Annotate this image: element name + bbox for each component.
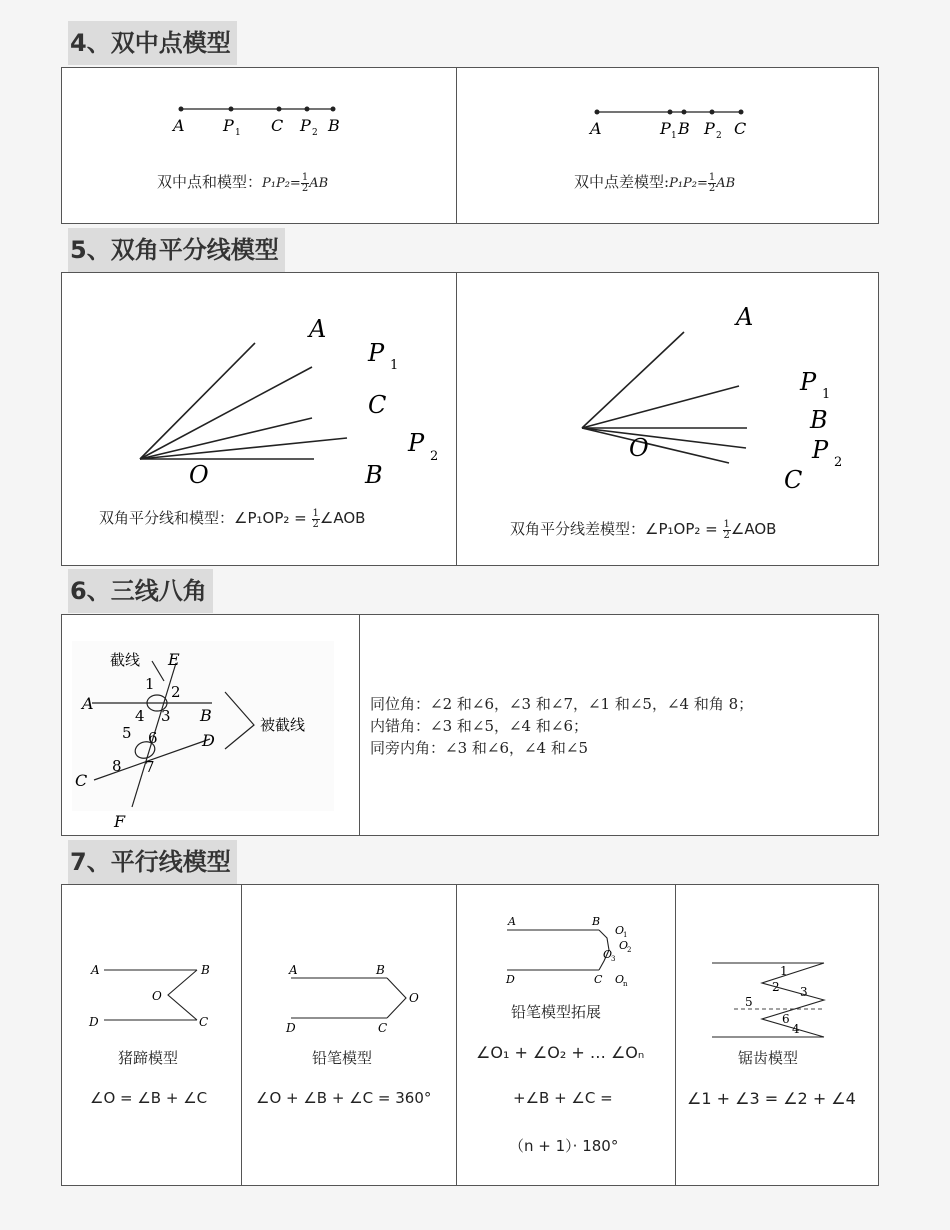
pig-trotter-diagram <box>82 960 242 1035</box>
label-a: A <box>173 116 185 135</box>
corresponding-angles: 同位角：∠2 和∠6，∠3 和∠7，∠1 和∠5，∠4 和角 8； <box>370 695 754 713</box>
label-c: C <box>734 119 747 138</box>
label-o: O <box>629 434 649 462</box>
label-o: O <box>603 948 613 961</box>
angle-5: 5 <box>745 995 753 1009</box>
section-title-double-midpoint: 4、双中点模型 <box>68 21 237 65</box>
label-b: B <box>376 963 385 977</box>
label-b: B <box>678 119 690 138</box>
pencil-name: 铅笔模型 <box>312 1049 373 1067</box>
bisector-diff-diagram <box>562 298 882 498</box>
pencil-extension-diagram <box>499 905 659 988</box>
label-sub: 3 <box>611 955 616 963</box>
angle-pairs-note <box>370 693 753 759</box>
formula-lhs: P₁P₂= <box>669 176 708 191</box>
midpoint-sum-caption <box>157 171 328 194</box>
label-b: B <box>592 915 601 928</box>
label-f: F <box>114 812 126 831</box>
three-lines-diagram <box>72 641 352 831</box>
label-a: A <box>309 315 327 343</box>
section-title-parallel: 7、平行线模型 <box>68 840 237 884</box>
angle-2: 2 <box>171 683 181 701</box>
alternate-angles: 内错角：∠3 和∠5，∠4 和∠6； <box>370 717 588 735</box>
consecutive-angles: 同旁内角：∠3 和∠6，∠4 和∠5 <box>370 739 588 757</box>
label-o: O <box>189 461 209 489</box>
divider <box>241 885 242 1185</box>
angle-6: 6 <box>782 1012 790 1026</box>
label-d: D <box>89 1015 99 1029</box>
caption-text: 双角平分线和模型： <box>99 509 235 527</box>
label-sub: 1 <box>623 931 628 939</box>
midpoint-sum-diagram <box>167 98 367 143</box>
label-sub: 2 <box>834 455 843 470</box>
formula-lhs: ∠P₁OP₂ = <box>645 520 723 538</box>
label-b: B <box>365 461 383 489</box>
label-p: P <box>812 436 829 464</box>
divider <box>456 273 457 565</box>
label-sub: 1 <box>235 128 241 138</box>
label-transversal: 截线 <box>110 651 141 669</box>
label-c: C <box>199 1015 209 1029</box>
caption-text: 双角平分线差模型： <box>510 520 646 538</box>
formula-lhs: ∠P₁OP₂ = <box>234 509 312 527</box>
pencil-extension-name: 铅笔模型拓展 <box>511 1003 602 1021</box>
pencil-extension-formula-1: ∠O₁ + ∠O₂ + … ∠Oₙ <box>476 1043 645 1062</box>
caption-text: 双中点差模型: <box>574 173 670 191</box>
label-o: O <box>409 991 419 1005</box>
midpoint-diff-diagram <box>587 102 787 147</box>
divider <box>456 885 457 1185</box>
label-c: C <box>784 466 803 494</box>
divider <box>675 885 676 1185</box>
label-cut-lines: 被截线 <box>260 716 306 734</box>
label-p: P <box>300 116 311 135</box>
section-title-double-bisector: 5、双角平分线模型 <box>68 228 285 272</box>
label-o: O <box>615 924 625 937</box>
formula-rhs: AB <box>716 176 736 191</box>
angle-1: 1 <box>780 964 788 978</box>
divider <box>359 615 360 835</box>
label-a: A <box>91 963 100 977</box>
label-sub: 2 <box>627 946 632 954</box>
angle-1: 1 <box>145 675 155 693</box>
label-o: O <box>619 939 629 952</box>
label-c: C <box>75 771 88 790</box>
angle-3: 3 <box>800 985 808 999</box>
angle-8: 8 <box>112 757 122 775</box>
bisector-diff-caption <box>510 518 776 541</box>
angle-3: 3 <box>161 707 171 725</box>
label-sub: 1 <box>390 358 399 373</box>
fraction: $\frac{1}{2}$ <box>312 507 319 530</box>
saw-tooth-formula: ∠1 + ∠3 = ∠2 + ∠4 <box>687 1089 856 1108</box>
formula-rhs: ∠AOB <box>319 509 366 527</box>
double-bisector-box <box>61 272 879 566</box>
label-e: E <box>168 650 180 669</box>
label-o: O <box>152 989 162 1003</box>
label-c: C <box>594 973 603 986</box>
label-sub: n <box>623 980 628 988</box>
label-b: B <box>201 963 210 977</box>
label-c: C <box>378 1021 388 1035</box>
bisector-sum-caption <box>99 507 365 530</box>
label-p: P <box>223 116 234 135</box>
label-sub: 2 <box>716 131 722 141</box>
label-o: O <box>615 973 625 986</box>
bisector-sum-diagram <box>122 303 452 493</box>
formula-lhs: P₁P₂= <box>262 176 301 191</box>
angle-4: 4 <box>792 1022 800 1036</box>
section-title-three-lines: 6、三线八角 <box>68 569 213 613</box>
formula-rhs: AB <box>309 176 329 191</box>
pencil-extension-formula-3: （n + 1）· 180° <box>509 1137 619 1155</box>
angle-2: 2 <box>772 980 780 994</box>
fraction: $\frac{1}{2}$ <box>301 171 309 194</box>
midpoint-diff-caption <box>574 171 735 194</box>
angle-5: 5 <box>122 724 132 742</box>
angle-6: 6 <box>148 729 158 747</box>
double-midpoint-box <box>61 67 879 224</box>
label-sub: 1 <box>822 387 831 402</box>
pig-trotter-formula: ∠O = ∠B + ∠C <box>90 1089 208 1107</box>
label-a: A <box>289 963 298 977</box>
label-sub: 2 <box>430 449 439 464</box>
label-sub: 1 <box>671 131 677 141</box>
label-b: B <box>810 406 828 434</box>
label-d: D <box>286 1021 296 1035</box>
pencil-extension-formula-2: +∠B + ∠C = <box>513 1089 613 1107</box>
three-lines-box <box>61 614 879 836</box>
caption-text: 双中点和模型： <box>157 173 263 191</box>
pencil-formula: ∠O + ∠B + ∠C = 360° <box>256 1089 432 1107</box>
angle-7: 7 <box>145 758 155 776</box>
pencil-diagram <box>282 960 442 1035</box>
label-b: B <box>200 706 212 725</box>
label-p: P <box>408 429 425 457</box>
label-a: A <box>590 119 602 138</box>
parallel-box <box>61 884 879 1186</box>
saw-tooth-diagram <box>712 961 862 1041</box>
label-c: C <box>271 116 284 135</box>
label-a: A <box>82 694 94 713</box>
label-b: B <box>328 116 340 135</box>
fraction: $\frac{1}{2}$ <box>723 518 730 541</box>
label-a: A <box>508 915 516 928</box>
label-a: A <box>736 303 754 331</box>
label-p: P <box>800 368 817 396</box>
label-p: P <box>704 119 715 138</box>
label-c: C <box>368 391 387 419</box>
label-p: P <box>660 119 671 138</box>
fraction: $\frac{1}{2}$ <box>708 171 716 194</box>
saw-tooth-name: 锯齿模型 <box>738 1049 799 1067</box>
label-p: P <box>368 339 385 367</box>
label-d: D <box>202 731 215 750</box>
pig-trotter-name: 猪蹄模型 <box>118 1049 179 1067</box>
divider <box>456 68 457 223</box>
angle-4: 4 <box>135 707 145 725</box>
formula-rhs: ∠AOB <box>730 520 777 538</box>
label-d: D <box>506 973 515 986</box>
label-sub: 2 <box>312 128 318 138</box>
